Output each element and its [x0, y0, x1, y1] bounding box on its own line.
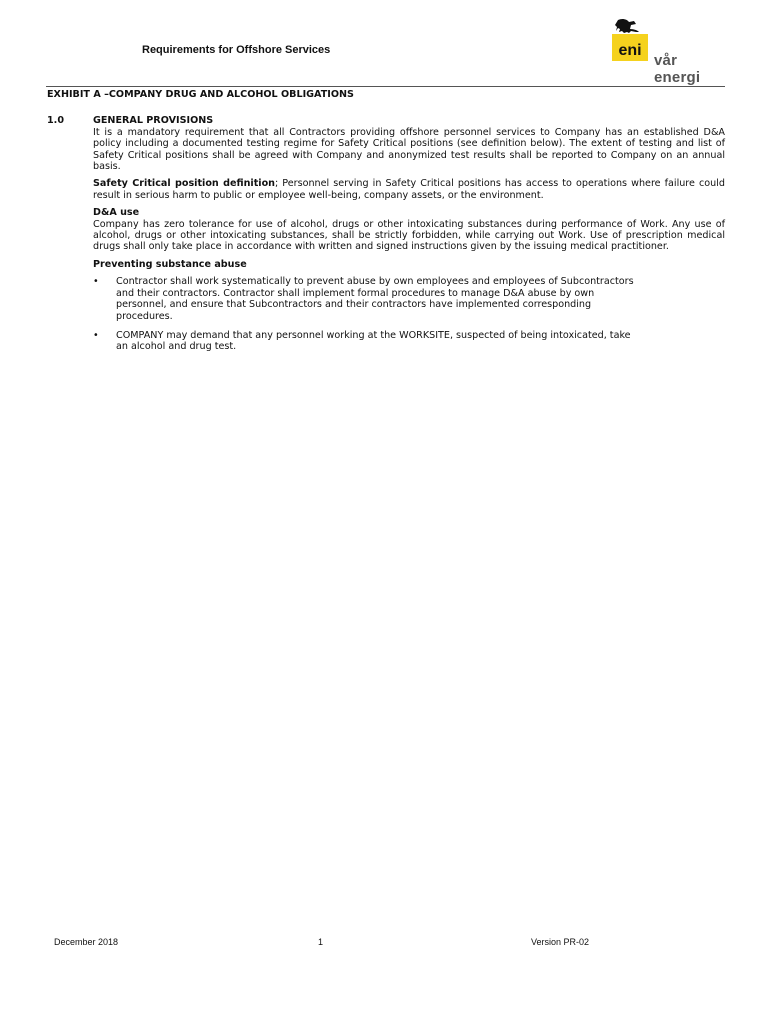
company-logo: [607, 18, 725, 86]
da-use-block: [93, 207, 725, 253]
definition-text: ; Personnel serving in Safety Critical positions has access to operations where failure could result in serious harm to public or employee well-being, company assets, or the environment.: [93, 178, 725, 201]
header-title: Requirements for Offshore Services: [142, 44, 331, 56]
exhibit-title: EXHIBIT A –COMPANY DRUG AND ALCOHOL OBLIGATIONS: [47, 89, 354, 100]
section-heading: GENERAL PROVISIONS: [93, 115, 214, 127]
logo-text: eni: [618, 42, 642, 59]
da-use-paragraph: Company has zero tolerance for use of alcohol, drugs or other intoxicating substances during performance of Work. Any use of alcohol, drugs or other intoxicating substances, shall be strictly forbidden, while carrying out Work. Use of prescription medical drugs shall only take place in accordance with written and signed instructions given by the issuing medical practitioner.: [93, 218, 725, 253]
prevention-list: [93, 276, 725, 352]
intro-paragraph: It is a mandatory requirement that all Contractors providing offshore personnel services to Company has an established D&A policy including a documented testing regime for Safety Critical positions (see definition below). The extent of testing and list of Safety Critical positions shall be agreed with Company and anonymized test results shall be reported to Company on an annual basis.: [93, 126, 725, 173]
section-content: [93, 127, 725, 353]
list-item-text: COMPANY may demand that any personnel working at the WORKSITE, suspected of being intoxicated, take an alcohol and drug test.: [116, 329, 631, 353]
footer-date: December 2018: [54, 937, 119, 947]
document-body: [47, 87, 725, 361]
brand-name: vår energi: [654, 52, 701, 86]
da-use-heading: D&A use: [93, 207, 140, 219]
bullet-icon: •: [93, 276, 99, 288]
eni-dog-logo-icon: [610, 18, 650, 62]
definition-paragraph: [93, 178, 725, 201]
list-item: [93, 276, 725, 322]
footer-page-number: 1: [318, 937, 324, 947]
list-item-text: Contractor shall work systematically to prevent abuse by own employees and employees of Subcontractors and their contractors. Contractor shall implement formal procedures to manage D&A abuse by own personnel, and ensure that Subcontractors and their contractors have implemented corresponding procedures.: [116, 276, 634, 322]
definition-label: Safety Critical position definition: [93, 178, 275, 190]
prevention-block: [93, 259, 725, 353]
prevention-heading: Preventing substance abuse: [93, 258, 247, 270]
section-number: 1.0: [47, 115, 64, 127]
section-heading-row: [47, 115, 725, 126]
bullet-icon: •: [93, 329, 99, 341]
list-item: [93, 330, 725, 353]
footer-version: Version PR-02: [531, 937, 590, 947]
